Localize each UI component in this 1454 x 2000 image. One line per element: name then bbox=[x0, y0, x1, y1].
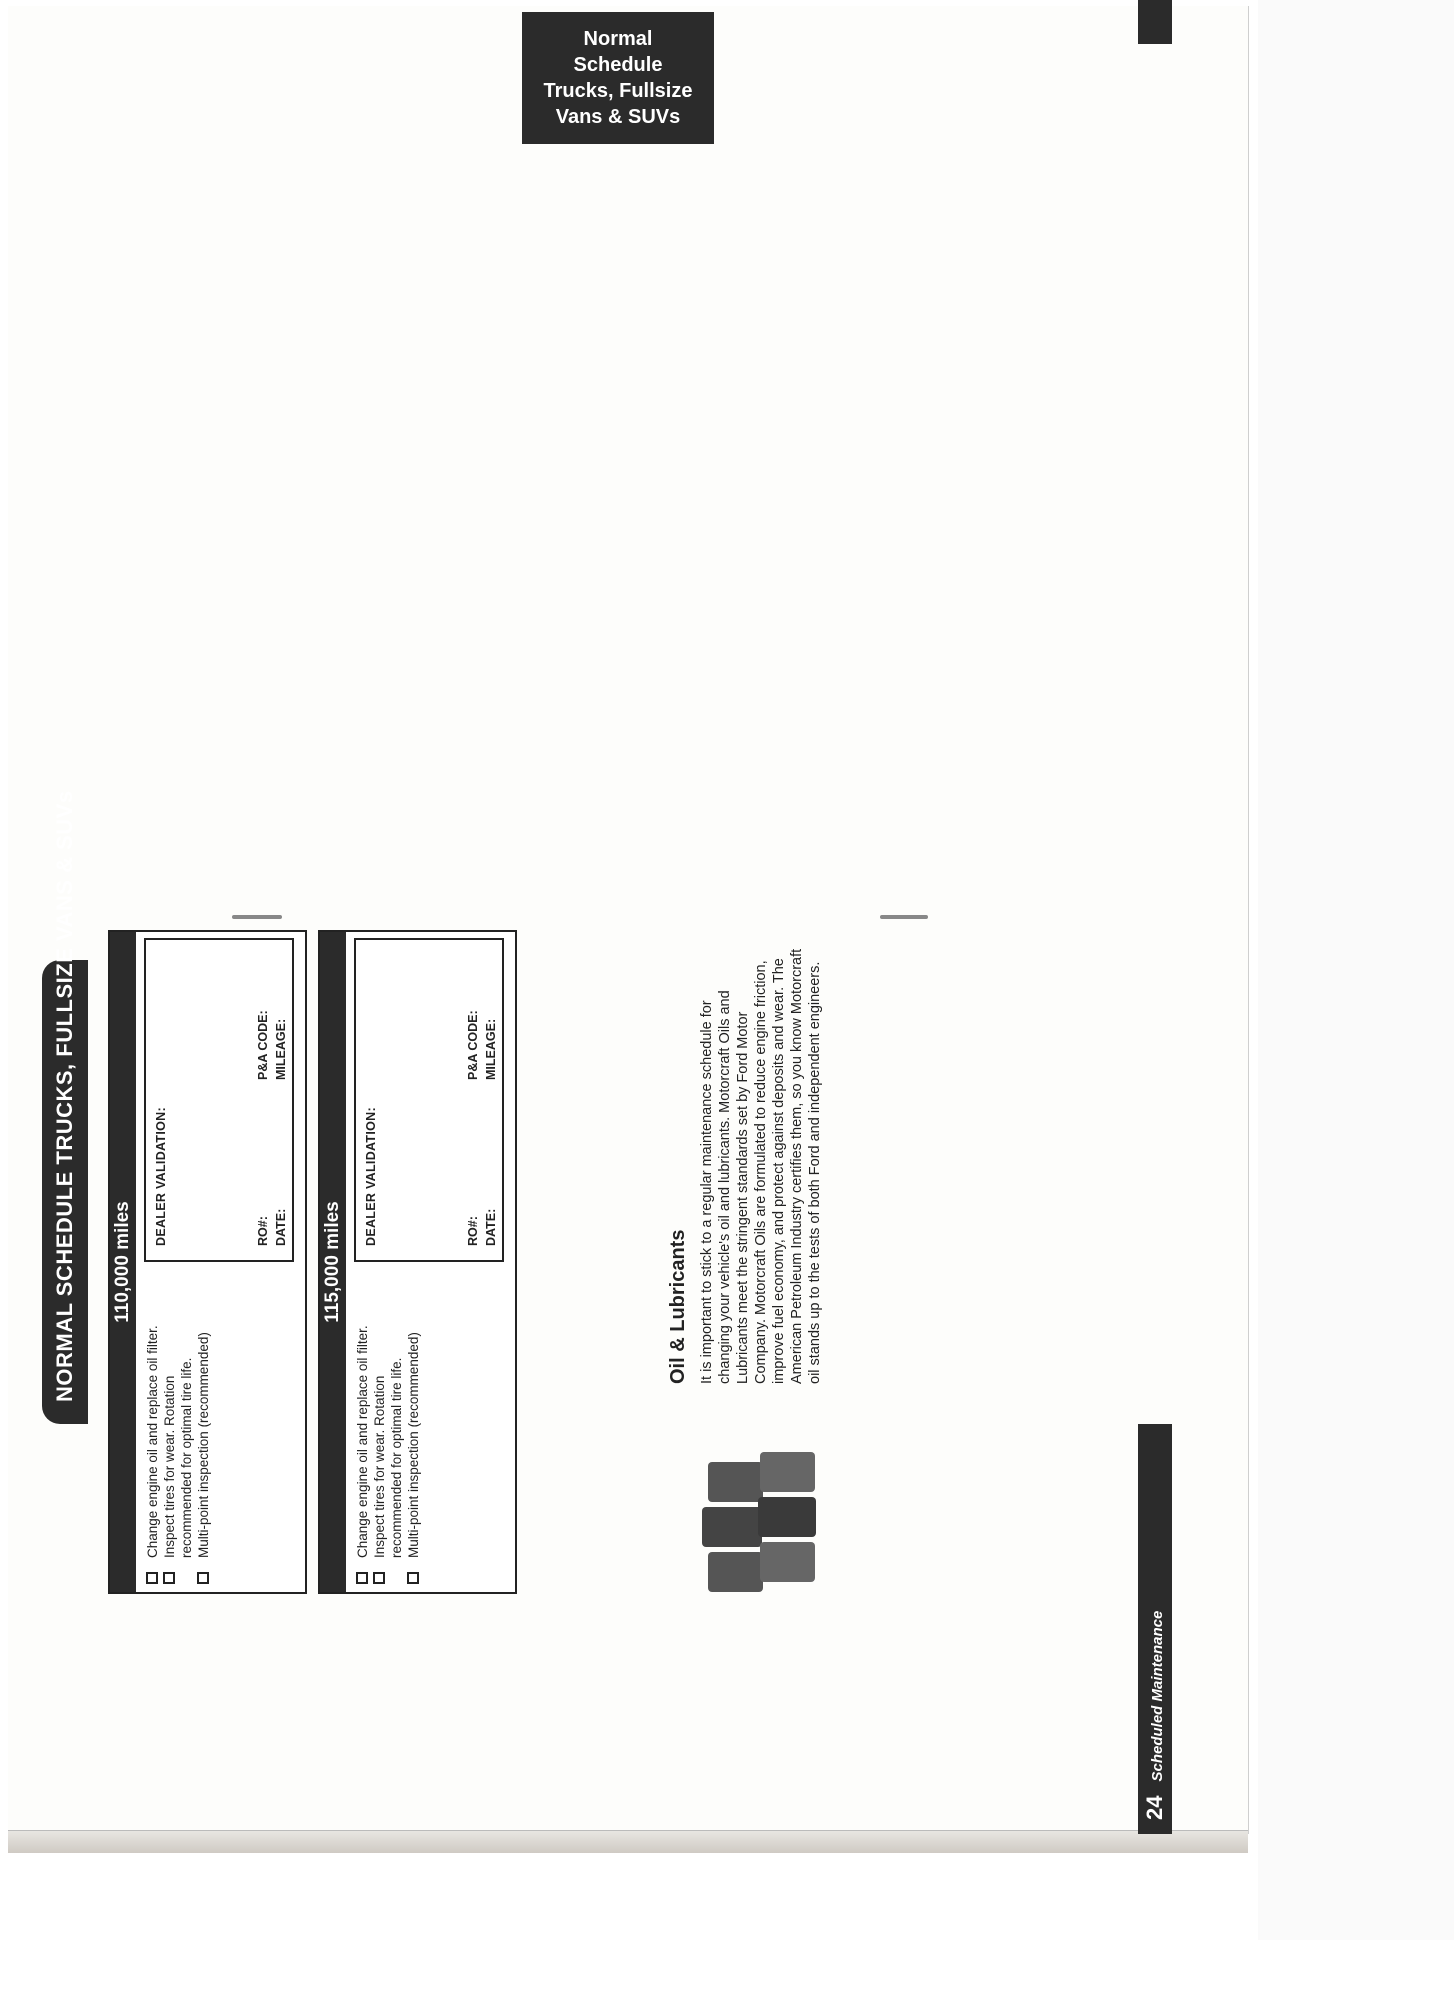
ro-field[interactable]: RO#: bbox=[466, 1216, 480, 1246]
task-item: Multi-point inspection (recommended) bbox=[195, 1288, 212, 1588]
page-24 bbox=[8, 790, 1248, 1834]
date-field[interactable]: DATE: bbox=[484, 1208, 498, 1246]
task-item: Inspect tires for wear. Rotation recommended for optimal tire life. bbox=[371, 1288, 405, 1588]
mileage-field[interactable]: MILEAGE: bbox=[484, 1018, 498, 1080]
task-list bbox=[354, 1288, 422, 1588]
checkbox[interactable] bbox=[163, 1572, 175, 1584]
page-25 bbox=[8, 4, 1248, 924]
page-header: NORMAL SCHEDULE TRUCKS, FULLSIZE VANS & SUVs bbox=[42, 960, 88, 1424]
dealer-validation-box bbox=[144, 938, 294, 1262]
task-list bbox=[144, 1288, 212, 1588]
checkbox[interactable] bbox=[373, 1572, 385, 1584]
checkbox[interactable] bbox=[197, 1572, 209, 1584]
footer-text: Scheduled Maintenance bbox=[1149, 1610, 1166, 1782]
oil-body: It is important to stick to a regular maintenance schedule for changing your vehicle's oil and lubricants. Motorcraft Oils and Lubricants meet the stringent standards set by Ford Motor Company. Motorcraft Oils are formulated to reduce engine friction, improve fuel economy, and protect against deposits and wear. The American Petroleum Industry certifies them, so you know Motorcraft oil stands up to the tests of both Ford and independent engineers. bbox=[699, 948, 823, 1384]
schedule-title: 115,000 miles bbox=[320, 932, 346, 1592]
schedule-title: 110,000 miles bbox=[110, 932, 136, 1592]
pa-code-field[interactable]: P&A CODE: bbox=[466, 1010, 480, 1080]
task-item: Inspect tires for wear. Rotation recommended for optimal tire life. bbox=[161, 1288, 195, 1588]
date-field[interactable]: DATE: bbox=[274, 1208, 288, 1246]
task-item: Change engine oil and replace oil filter. bbox=[354, 1288, 371, 1588]
oil-heading: Oil & Lubricants bbox=[667, 1229, 689, 1384]
schedule-115000 bbox=[318, 930, 517, 1594]
schedule-110000 bbox=[108, 930, 307, 1594]
dealer-validation-title: DEALER VALIDATION: bbox=[154, 1107, 168, 1246]
checkbox[interactable] bbox=[407, 1572, 419, 1584]
oil-image bbox=[688, 1432, 828, 1602]
page-footer bbox=[1138, 1424, 1172, 1834]
section-tab-line: Trucks, Fullsize bbox=[543, 80, 693, 102]
section-tab-line: Vans & SUVs bbox=[555, 106, 681, 128]
dealer-validation-box bbox=[354, 938, 504, 1262]
checkbox[interactable] bbox=[146, 1572, 158, 1584]
dealer-validation-title: DEALER VALIDATION: bbox=[364, 1107, 378, 1246]
task-item: Change engine oil and replace oil filter. bbox=[144, 1288, 161, 1588]
page-number: 24 bbox=[1142, 1795, 1167, 1820]
page-footer bbox=[1138, 0, 1172, 44]
section-tab-line: Normal Schedule bbox=[573, 28, 663, 76]
ro-field[interactable]: RO#: bbox=[256, 1216, 270, 1246]
checkbox[interactable] bbox=[356, 1572, 368, 1584]
pa-code-field[interactable]: P&A CODE: bbox=[256, 1010, 270, 1080]
task-item: Multi-point inspection (recommended) bbox=[405, 1288, 422, 1588]
mileage-field[interactable]: MILEAGE: bbox=[274, 1018, 288, 1080]
